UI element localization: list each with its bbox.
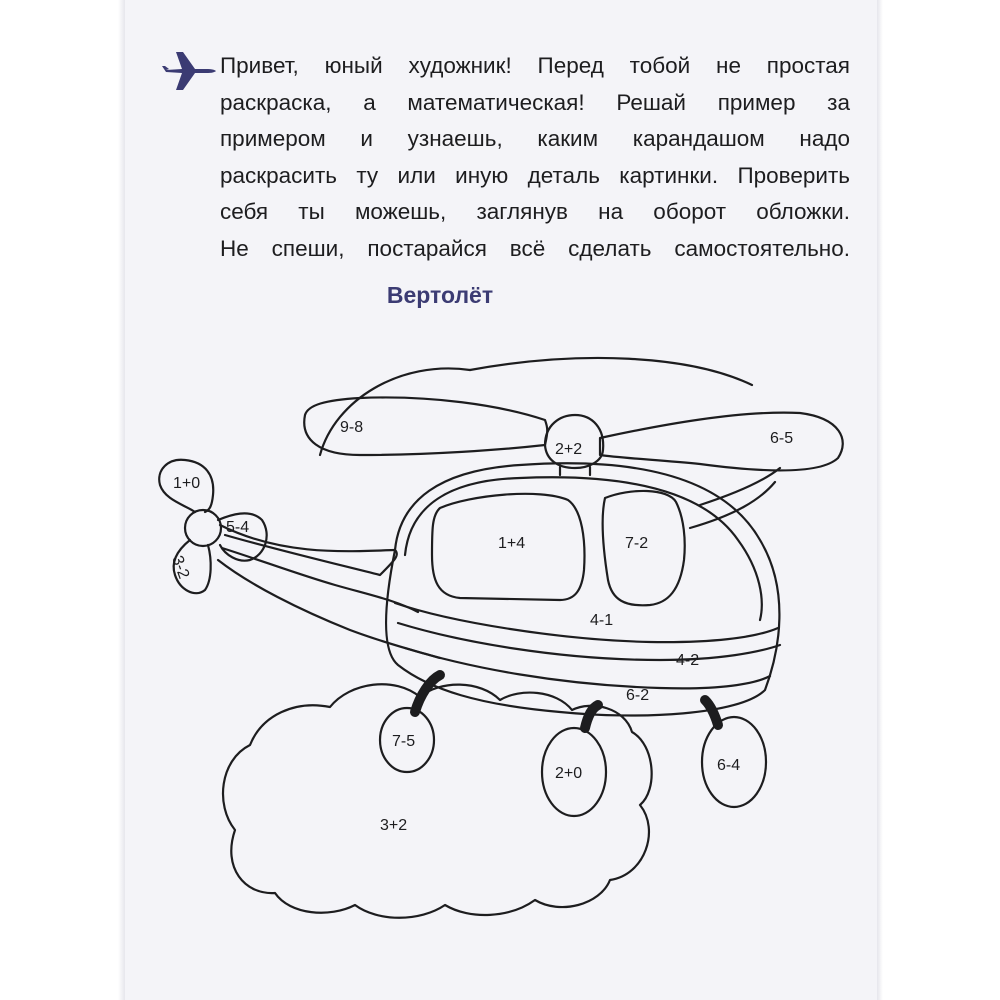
label-tail-blade-bottom: 3-2 — [168, 553, 193, 582]
tail-boom — [225, 535, 397, 575]
label-tail-blade-top: 1+0 — [173, 475, 201, 492]
intro-line-4: раскрасить ту или иную деталь картинки. Проверить — [220, 162, 850, 188]
intro-line-3: примером и узнаешь, каким карандашом надо — [220, 126, 850, 151]
intro-line-6: Не спеши, постарайся всё сделать самостоятельно. — [220, 235, 850, 261]
landing-strut-middle — [585, 705, 598, 728]
label-wheel-middle: 2+0 — [555, 765, 583, 782]
body-outline — [386, 463, 779, 715]
label-window-right: 7-2 — [625, 535, 649, 552]
coloring-page — [125, 0, 877, 1000]
motion-line — [700, 468, 780, 505]
label-stripe-upper: 4-2 — [676, 652, 700, 669]
rotor-blade-right — [600, 413, 843, 471]
page-title: Вертолёт — [386, 282, 494, 308]
tail-boom — [222, 548, 418, 612]
intro-line-2: раскраска, а математическая! Решай пример за — [220, 89, 850, 115]
intro-line-5: себя ты можешь, заглянув на оборот обложки. — [220, 199, 850, 224]
page-edge-left — [118, 0, 125, 1000]
landing-strut-right — [705, 700, 718, 725]
intro-line-1: Привет, юный художник! Перед тобой не простая — [220, 53, 850, 78]
label-body: 4-1 — [590, 612, 614, 629]
landing-strut-left — [415, 675, 440, 712]
motion-line — [320, 368, 470, 455]
label-rotor-hub: 2+2 — [555, 441, 583, 458]
label-rotor-left: 9-8 — [340, 419, 364, 436]
stripe-line — [405, 648, 770, 688]
label-tail-blade-right: 5-4 — [226, 519, 250, 536]
label-cloud: 3+2 — [380, 817, 408, 834]
tail-boom — [218, 560, 440, 658]
stripe-line — [398, 623, 780, 660]
page-edge-right — [877, 0, 883, 1000]
label-window-left: 1+4 — [498, 535, 526, 552]
label-wheel-left: 7-5 — [392, 733, 416, 750]
motion-line — [470, 358, 752, 385]
label-wheel-right: 6-4 — [717, 757, 741, 774]
helicopter-drawing — [125, 0, 877, 1000]
label-stripe-lower: 6-2 — [626, 687, 650, 704]
label-rotor-right: 6-5 — [770, 430, 794, 447]
